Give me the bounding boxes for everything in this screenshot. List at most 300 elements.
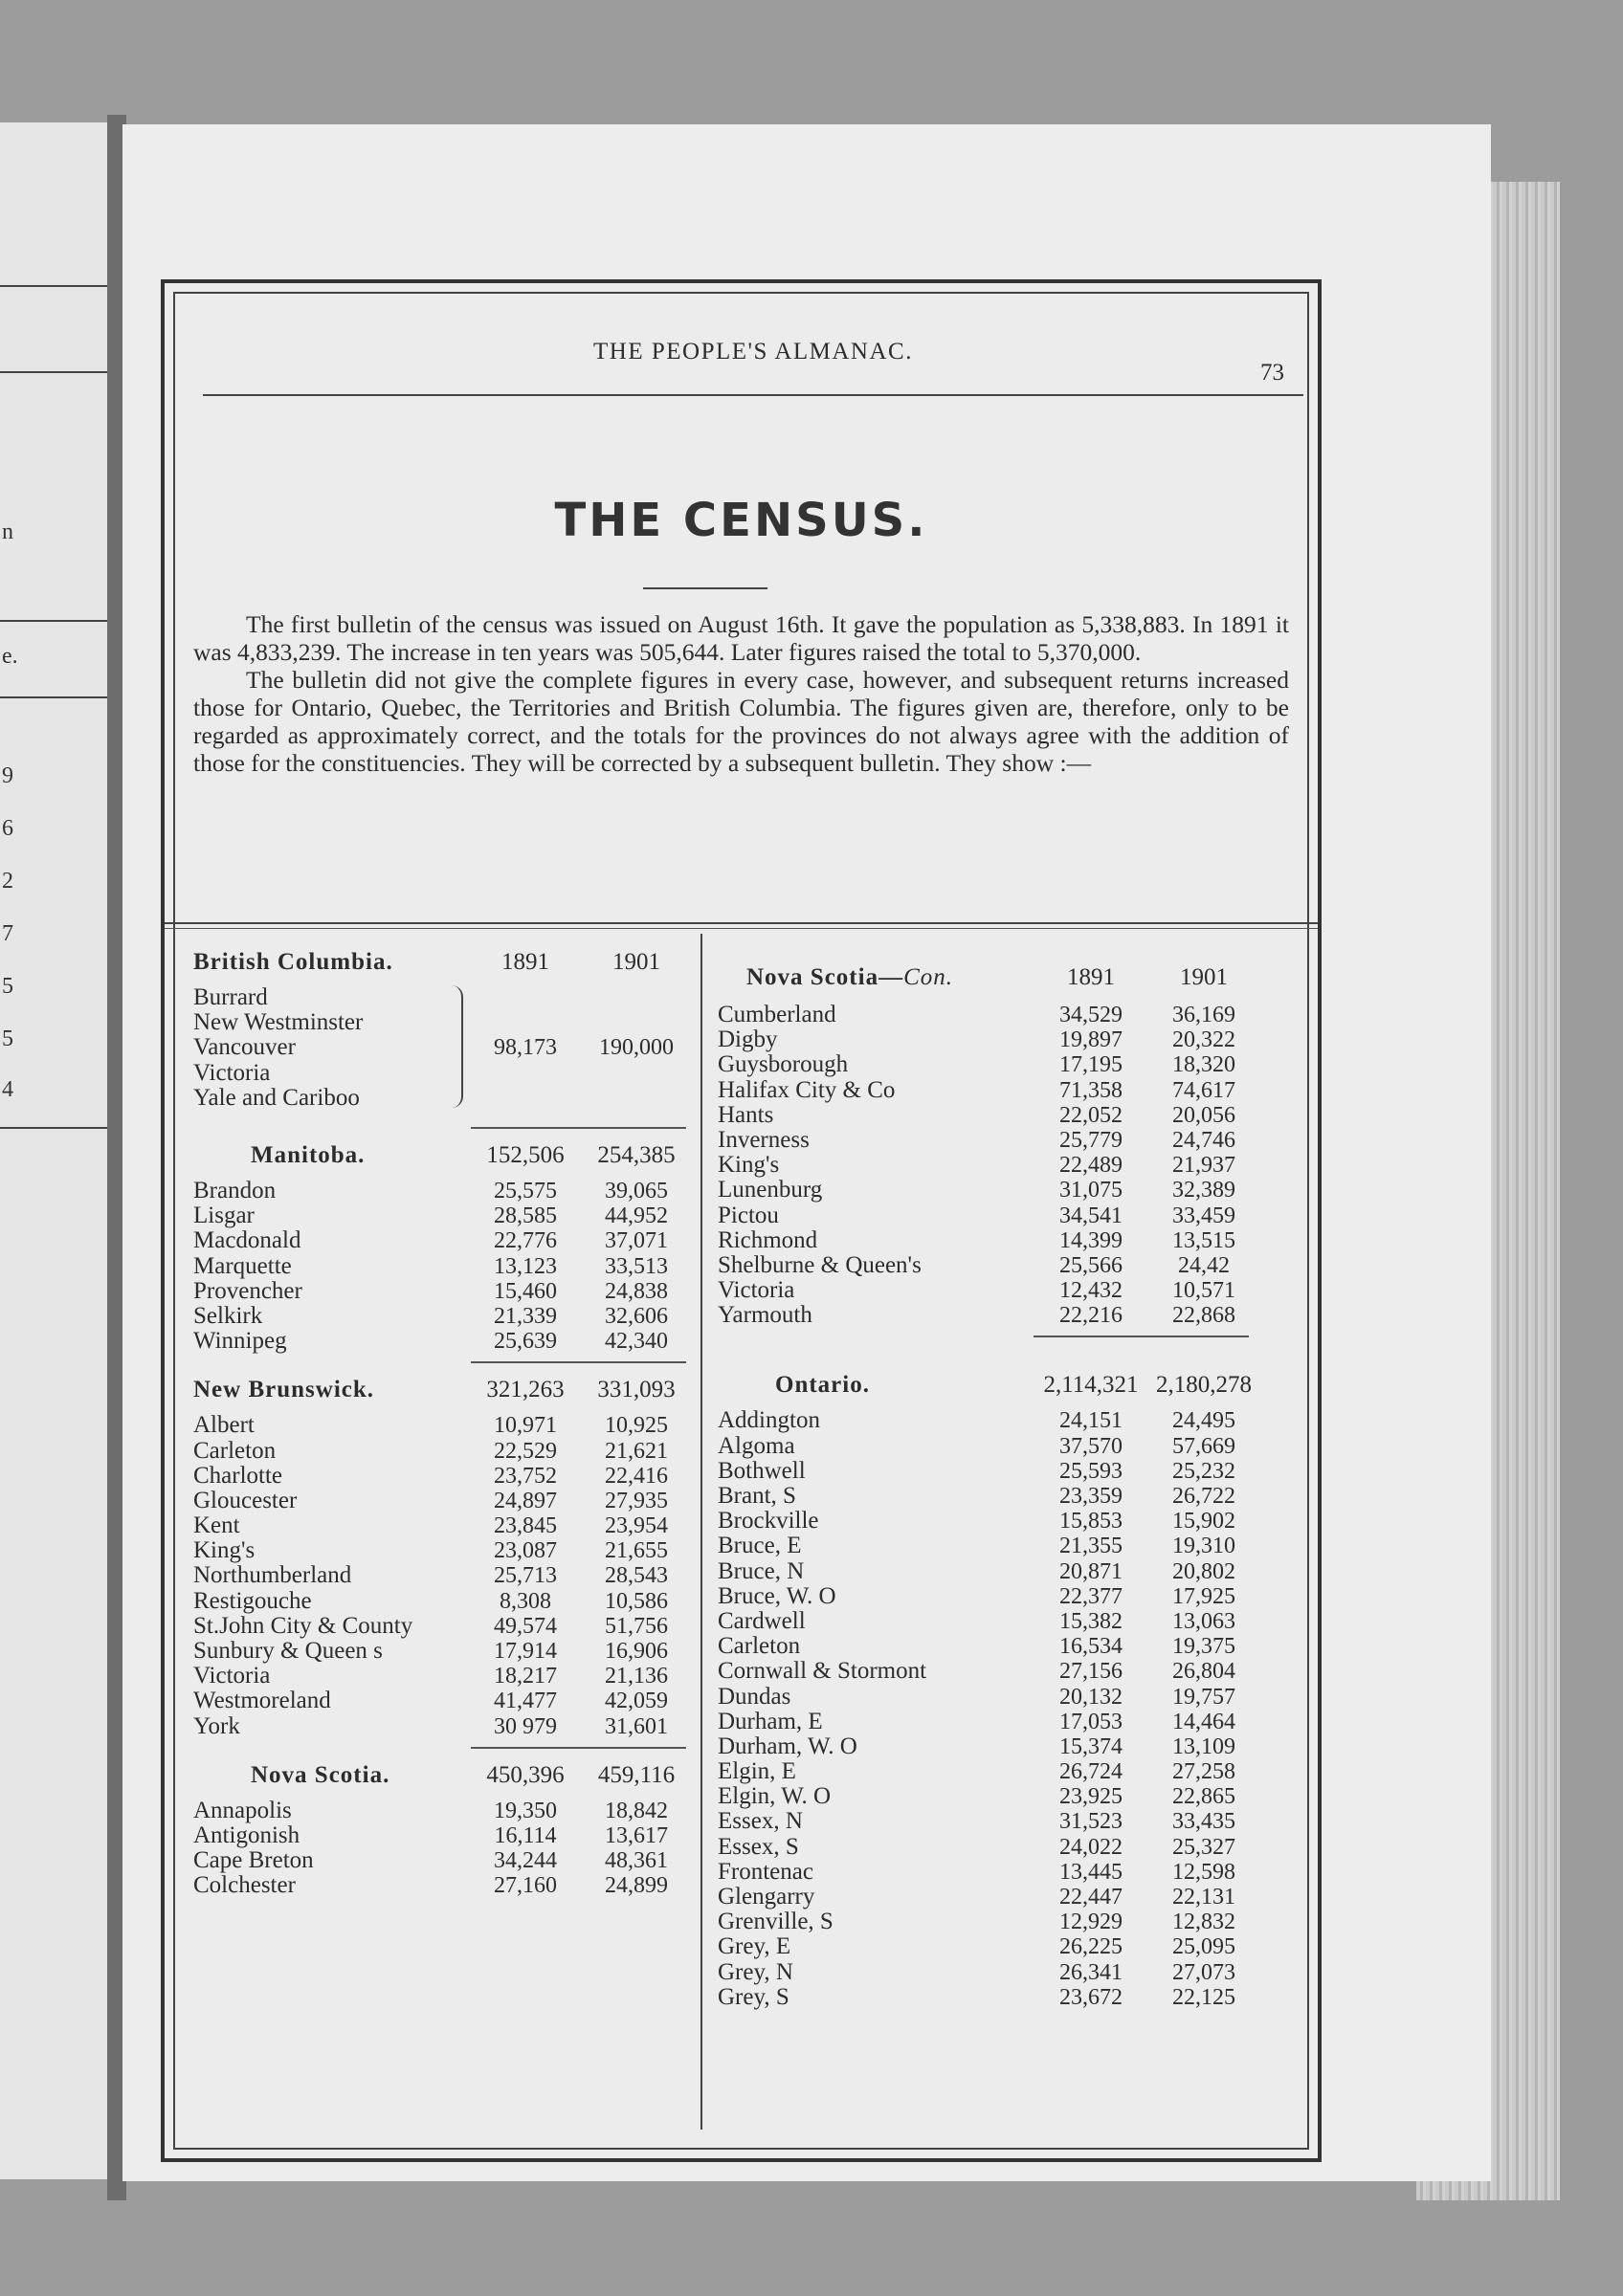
table-row	[718, 1303, 1239, 1328]
value-1891: 15,382	[1059, 1608, 1123, 1634]
constituency-name: Gloucester	[193, 1487, 298, 1513]
value-1901: 28,543	[605, 1563, 668, 1589]
facing-page-rule	[0, 371, 107, 373]
value-1901: 31,601	[605, 1713, 668, 1739]
value-1891: 26,341	[1059, 1959, 1123, 1985]
value-1901: 10,586	[605, 1588, 668, 1614]
table-row	[193, 1589, 686, 1614]
table-row	[193, 1664, 686, 1689]
table-row	[193, 1689, 686, 1713]
facing-page-fragment: 5	[2, 974, 13, 999]
table-row	[718, 1203, 1239, 1228]
constituency-name: Dundas	[718, 1683, 791, 1710]
year-header: 1901	[612, 949, 660, 975]
subtotal-rule	[193, 1354, 686, 1371]
value-1901: 24,746	[1172, 1127, 1235, 1153]
constituency-name: Lunenburg	[718, 1177, 823, 1203]
table-row	[193, 1563, 686, 1588]
constituency-name: Marquette	[193, 1252, 292, 1279]
constituency-name: Bruce, W. O	[718, 1582, 836, 1609]
intro-text	[193, 610, 1289, 777]
table-row	[718, 1153, 1239, 1178]
value-1891: 10,971	[494, 1413, 557, 1439]
constituency-name: Inverness	[718, 1126, 810, 1153]
page-frame	[161, 279, 1322, 2162]
constituency-name: Provencher	[193, 1277, 302, 1304]
facing-page-rule	[0, 620, 107, 622]
value-1891: 34,541	[1059, 1203, 1123, 1228]
value-1891: 22,216	[1059, 1303, 1123, 1329]
value-1901: 32,606	[605, 1303, 668, 1329]
constituency-name: Grey, E	[718, 1933, 791, 1960]
ontario-rows	[718, 1408, 1239, 2010]
facing-page-fragment: e.	[2, 644, 18, 669]
value-1891: 30 979	[494, 1713, 557, 1739]
value-1901: 21,136	[605, 1664, 668, 1689]
value-1891: 41,477	[494, 1689, 557, 1714]
value-1901: 19,310	[1172, 1534, 1235, 1559]
constituency-name: York	[193, 1712, 240, 1739]
year-header: 1901	[1180, 964, 1228, 990]
value-1901: 21,655	[605, 1538, 668, 1564]
value-1891: 17,053	[1059, 1709, 1123, 1734]
value-1901: 18,842	[605, 1798, 668, 1823]
table-row	[193, 1179, 686, 1203]
facing-page-fragment: 6	[2, 816, 13, 841]
left-column	[193, 943, 686, 1899]
facing-page-fragment: 5	[2, 1027, 13, 1051]
value-1891: 49,574	[494, 1613, 557, 1639]
value-1891: 26,724	[1059, 1759, 1123, 1785]
value-1891: 23,845	[494, 1513, 557, 1539]
value-1901: 24,899	[605, 1873, 668, 1899]
constituency-name: Bruce, N	[718, 1557, 805, 1584]
table-row	[718, 1934, 1239, 1959]
constituency-name: Cape Breton	[193, 1847, 314, 1874]
value-1901: 24,42	[1178, 1252, 1230, 1278]
constituency-name: Bothwell	[718, 1457, 806, 1484]
section-total-1891: 450,396	[486, 1761, 565, 1788]
constituency-name: Macdonald	[193, 1227, 301, 1254]
table-row	[718, 1408, 1239, 1433]
riding-name: Vancouver	[193, 1034, 296, 1061]
value-1901: 19,375	[1172, 1634, 1235, 1660]
value-1901: 22,416	[605, 1463, 668, 1489]
section-title: New Brunswick.	[193, 1377, 375, 1403]
value-1901: 26,804	[1172, 1659, 1235, 1685]
section-header-british-columbia	[193, 943, 686, 985]
value-1891: 22,447	[1059, 1885, 1123, 1910]
facing-page-rule	[0, 696, 107, 698]
table-row	[193, 1799, 686, 1823]
value-1901: 20,056	[1172, 1102, 1235, 1128]
value-1901: 24,838	[605, 1278, 668, 1304]
right-column	[718, 943, 1252, 2010]
value-1891: 15,853	[1059, 1509, 1123, 1534]
value-1901: 14,464	[1172, 1709, 1235, 1734]
table-row	[718, 1559, 1239, 1584]
value-1891: 13,123	[494, 1253, 557, 1279]
table-row	[193, 1538, 686, 1563]
table-row	[193, 1279, 686, 1304]
value-1891: 23,752	[494, 1463, 557, 1489]
constituency-name: Victoria	[193, 1663, 271, 1689]
value-1901: 39,065	[605, 1179, 668, 1203]
value-1891: 23,672	[1059, 1984, 1123, 2010]
value-1891: 34,244	[494, 1848, 557, 1874]
table-row	[193, 985, 686, 1010]
value-1891: 16,114	[494, 1822, 557, 1848]
value-1901: 13,515	[1172, 1227, 1235, 1253]
value-1901: 25,095	[1172, 1934, 1235, 1960]
table-row	[193, 1639, 686, 1664]
constituency-name: Brandon	[193, 1178, 277, 1203]
facing-page-rule	[0, 285, 107, 287]
table-row	[193, 1873, 686, 1898]
table-row	[718, 1052, 1239, 1077]
table-row	[193, 1823, 686, 1848]
value-1901: 27,073	[1172, 1959, 1235, 1985]
table-row	[718, 1103, 1239, 1128]
value-1891: 24,022	[1059, 1834, 1123, 1860]
section-total-1891: 2,114,321	[1043, 1372, 1139, 1399]
table-row	[718, 1685, 1239, 1710]
value-1891: 25,779	[1059, 1127, 1123, 1153]
value-1891: 22,052	[1059, 1102, 1123, 1128]
value-1891: 21,355	[1059, 1534, 1123, 1559]
table-row	[718, 1609, 1239, 1634]
table-row	[718, 1710, 1239, 1734]
section-header-manitoba	[193, 1137, 686, 1179]
constituency-name: Selkirk	[193, 1302, 263, 1329]
constituency-name: Hants	[718, 1101, 774, 1128]
value-1891: 24,897	[494, 1488, 557, 1513]
table-row	[193, 1439, 686, 1464]
value-1901: 12,832	[1172, 1910, 1235, 1935]
table-top-rule	[165, 922, 1318, 924]
constituency-name: Cumberland	[718, 1002, 836, 1027]
table-row	[718, 1003, 1239, 1027]
table-row	[718, 1484, 1239, 1509]
value-1901: 25,327	[1172, 1834, 1235, 1860]
value-1901: 16,906	[605, 1639, 668, 1664]
constituency-name: Cardwell	[718, 1607, 806, 1634]
title-rule	[643, 587, 767, 589]
constituency-name: Elgin, W. O	[718, 1783, 832, 1810]
value-1891: 25,566	[1059, 1252, 1123, 1278]
value-1891: 15,374	[1059, 1733, 1123, 1759]
constituency-name: Frontenac	[718, 1858, 813, 1885]
constituency-name: Sunbury & Queen s	[193, 1638, 383, 1664]
table-row	[718, 1860, 1239, 1885]
intro-paragraph: The first bulletin of the census was issued on August 16th. It gave the population as 5,338,883. In 1891 it was 4,833,239. The increase in ten years was 505,644. Later figures raised the total to 5,370,000.	[193, 610, 1289, 666]
value-1891: 25,639	[494, 1329, 557, 1355]
table-row	[718, 1835, 1239, 1860]
value-1901: 21,621	[605, 1438, 668, 1464]
value-1901: 22,131	[1172, 1885, 1235, 1910]
table-row	[718, 1584, 1239, 1609]
riding-name: New Westminster	[193, 1009, 364, 1036]
value-1901: 48,361	[605, 1848, 668, 1874]
value-1891: 27,160	[494, 1873, 557, 1899]
facing-page-fragment: 9	[2, 763, 13, 788]
value-1901: 21,937	[1172, 1153, 1235, 1179]
table-row	[193, 1228, 686, 1253]
table-row	[718, 1659, 1239, 1684]
value-1901: 42,059	[605, 1689, 668, 1714]
value-1891: 12,929	[1059, 1910, 1123, 1935]
table-row	[193, 1304, 686, 1329]
table-row	[718, 1809, 1239, 1834]
value-1891: 20,132	[1059, 1684, 1123, 1710]
section-header-nova-scotia-con	[718, 943, 1239, 1003]
riding-name: Victoria	[193, 1059, 271, 1086]
table-row	[193, 1464, 686, 1489]
nova-scotia-con-rows	[718, 1003, 1239, 1328]
value-1891: 25,713	[494, 1563, 557, 1589]
year-header: 1891	[1067, 964, 1115, 990]
section-total-1891: 152,506	[486, 1142, 565, 1168]
value-1901: 20,802	[1172, 1558, 1235, 1584]
value-1901: 15,902	[1172, 1509, 1235, 1534]
table-row	[718, 1910, 1239, 1934]
value-1901: 33,513	[605, 1253, 668, 1279]
riding-name: Burrard	[193, 984, 268, 1010]
facing-page-edge	[0, 122, 113, 2179]
running-title: THE PEOPLE'S ALMANAC.	[593, 339, 913, 364]
constituency-name: Richmond	[718, 1226, 818, 1253]
table-row	[193, 1035, 686, 1060]
value-1891: 28,585	[494, 1203, 557, 1229]
constituency-name: Grey, S	[718, 1983, 789, 2010]
constituency-name: Restigouche	[193, 1587, 312, 1614]
value-1901: 27,258	[1172, 1759, 1235, 1785]
manitoba-rows	[193, 1179, 686, 1354]
facing-page-fragment: n	[2, 519, 13, 544]
constituency-name: Carleton	[193, 1437, 277, 1464]
section-title: Manitoba.	[251, 1142, 366, 1168]
constituency-name: Pictou	[718, 1202, 779, 1228]
subtotal-rule	[193, 1119, 686, 1137]
table-row	[193, 1413, 686, 1438]
riding-name: Yale and Cariboo	[193, 1084, 360, 1111]
value-1901: 36,169	[1172, 1003, 1235, 1027]
table-row	[193, 1086, 686, 1111]
page-number: 73	[1260, 360, 1284, 386]
value-1901: 24,495	[1172, 1408, 1235, 1434]
constituency-name: Grey, N	[718, 1958, 793, 1985]
constituency-name: Winnipeg	[193, 1328, 287, 1355]
constituency-name: Colchester	[193, 1872, 296, 1899]
value-1891: 71,358	[1059, 1077, 1123, 1103]
british-columbia-group	[193, 985, 686, 1119]
table-row	[718, 1434, 1239, 1459]
constituency-name: Glengarry	[718, 1884, 815, 1910]
header-rule	[203, 394, 1303, 396]
value-1901: 74,617	[1172, 1077, 1235, 1103]
facing-page-rule	[0, 1127, 107, 1129]
table-row	[193, 1489, 686, 1513]
constituency-name: Kent	[193, 1512, 240, 1539]
value-1891: 20,871	[1059, 1558, 1123, 1584]
constituency-name: Westmoreland	[193, 1688, 331, 1714]
table-row	[718, 1459, 1239, 1484]
table-row	[718, 1228, 1239, 1253]
section-header-ontario	[718, 1366, 1252, 1408]
constituency-name: Addington	[718, 1407, 820, 1434]
constituency-name: Durham, W. O	[718, 1733, 857, 1759]
section-title: Nova Scotia—Con.	[746, 964, 954, 990]
running-header	[203, 339, 1303, 396]
constituency-name: King's	[193, 1537, 256, 1564]
section-total-1891: 321,263	[486, 1377, 565, 1403]
value-1891: 12,432	[1059, 1278, 1123, 1304]
constituency-name: Durham, E	[718, 1708, 823, 1734]
value-1901: 13,617	[605, 1822, 668, 1848]
value-1901: 17,925	[1172, 1583, 1235, 1609]
table-row	[718, 1509, 1239, 1534]
value-1891: 23,359	[1059, 1484, 1123, 1509]
section-header-new-brunswick	[193, 1371, 686, 1413]
constituency-name: Albert	[193, 1412, 255, 1439]
value-1891: 19,350	[494, 1798, 557, 1823]
constituency-name: Cornwall & Stormont	[718, 1658, 927, 1685]
constituency-name: Antigonish	[193, 1821, 300, 1848]
section-title: Ontario.	[775, 1372, 870, 1399]
subtotal-rule	[718, 1328, 1239, 1345]
value-1901: 10,571	[1172, 1278, 1235, 1304]
facing-page-fragment: 2	[2, 869, 13, 894]
table-row	[718, 1734, 1239, 1759]
table-row	[718, 1784, 1239, 1809]
value-1901: 33,459	[1172, 1203, 1235, 1228]
value-1891: 22,776	[494, 1228, 557, 1254]
value-1891: 13,445	[1059, 1859, 1123, 1885]
value-1891: 24,151	[1059, 1408, 1123, 1434]
value-1891: 15,460	[494, 1278, 557, 1304]
value-1891: 27,156	[1059, 1659, 1123, 1685]
section-title: Nova Scotia.	[251, 1761, 390, 1788]
value-1901: 12,598	[1172, 1859, 1235, 1885]
table-row	[718, 1078, 1239, 1103]
value-1891: 25,575	[494, 1179, 557, 1203]
value-1891: 22,377	[1059, 1583, 1123, 1609]
constituency-name: King's	[718, 1152, 780, 1179]
value-1891: 22,489	[1059, 1153, 1123, 1179]
value-1901: 37,071	[605, 1228, 668, 1254]
value-1891: 17,195	[1059, 1052, 1123, 1078]
constituency-name: Charlotte	[193, 1462, 283, 1489]
section-total-1901: 331,093	[597, 1377, 676, 1403]
value-1891: 14,399	[1059, 1227, 1123, 1253]
value-1901: 190,000	[599, 1035, 674, 1061]
value-1891: 26,225	[1059, 1934, 1123, 1960]
value-1901: 19,757	[1172, 1684, 1235, 1710]
new-brunswick-rows	[193, 1413, 686, 1738]
intro-paragraph: The bulletin did not give the complete figures in every case, however, and subsequent returns increased those for Ontario, Quebec, the Territories and British Columbia. The figures given are, therefore, only to be regarded as approximately correct, and the totals for the provinces do not always agree with the addition of those for the constituencies. They will be corrected by a subsequent bulletin. They show :—	[193, 666, 1289, 777]
value-1901: 33,435	[1172, 1809, 1235, 1835]
value-1891: 8,308	[500, 1588, 551, 1614]
value-1901: 51,756	[605, 1613, 668, 1639]
table-row	[718, 1985, 1239, 2010]
value-1891: 17,914	[494, 1639, 557, 1664]
constituency-name: Annapolis	[193, 1797, 292, 1823]
constituency-name: Elgin, E	[718, 1758, 796, 1785]
value-1891: 37,570	[1059, 1433, 1123, 1459]
value-1901: 25,232	[1172, 1458, 1235, 1484]
table-top-rule	[165, 928, 1318, 929]
value-1891: 23,087	[494, 1538, 557, 1564]
table-row	[718, 1128, 1239, 1153]
constituency-name: Brant, S	[718, 1483, 796, 1509]
value-1891: 23,925	[1059, 1784, 1123, 1810]
table-row	[193, 1010, 686, 1035]
section-header-nova-scotia	[193, 1756, 686, 1799]
constituency-name: Algoma	[718, 1432, 795, 1459]
year-header: 1891	[501, 949, 549, 975]
table-row	[193, 1848, 686, 1873]
value-1901: 20,322	[1172, 1027, 1235, 1053]
value-1901: 13,063	[1172, 1608, 1235, 1634]
value-1901: 22,865	[1172, 1784, 1235, 1810]
value-1901: 32,389	[1172, 1178, 1235, 1203]
constituency-name: Halifax City & Co	[718, 1076, 896, 1103]
constituency-name: Shelburne & Queen's	[718, 1251, 922, 1278]
value-1901: 22,868	[1172, 1303, 1235, 1329]
table-row	[718, 1759, 1239, 1784]
table-row	[718, 1960, 1239, 1985]
constituency-name: Essex, S	[718, 1833, 799, 1860]
value-1901: 22,125	[1172, 1984, 1235, 2010]
section-title: British Columbia.	[193, 949, 393, 975]
table-row	[193, 1061, 686, 1086]
section-total-1901: 2,180,278	[1156, 1372, 1252, 1399]
table-row	[193, 1254, 686, 1279]
table-row	[193, 1714, 686, 1739]
constituency-name: Northumberland	[193, 1562, 352, 1589]
section-total-1901: 254,385	[597, 1142, 676, 1168]
value-1891: 19,897	[1059, 1027, 1123, 1053]
facing-page-fragment: 4	[2, 1077, 13, 1102]
constituency-name: Yarmouth	[718, 1302, 812, 1329]
table-row	[718, 1027, 1239, 1052]
table-row	[193, 1513, 686, 1538]
constituency-name: Essex, N	[718, 1808, 803, 1835]
value-1901: 42,340	[605, 1329, 668, 1355]
constituency-name: Guysborough	[718, 1051, 849, 1078]
value-1891: 21,339	[494, 1303, 557, 1329]
table-row	[718, 1634, 1239, 1659]
section-total-1901: 459,116	[597, 1761, 676, 1788]
value-1891: 31,523	[1059, 1809, 1123, 1835]
constituency-name: Digby	[718, 1027, 778, 1053]
table-row	[718, 1885, 1239, 1910]
value-1891: 98,173	[494, 1035, 557, 1061]
table-row	[193, 1614, 686, 1639]
subtotal-rule	[193, 1739, 686, 1756]
value-1891: 34,529	[1059, 1003, 1123, 1027]
constituency-name: Carleton	[718, 1633, 801, 1660]
value-1901: 57,669	[1172, 1433, 1235, 1459]
value-1891: 18,217	[494, 1664, 557, 1689]
value-1901: 18,320	[1172, 1052, 1235, 1078]
facing-page-fragment: 7	[2, 921, 13, 946]
table-row	[193, 1203, 686, 1228]
table-row	[718, 1253, 1239, 1278]
value-1891: 16,534	[1059, 1634, 1123, 1660]
column-divider	[700, 934, 702, 2130]
constituency-name: St.John City & County	[193, 1612, 413, 1639]
